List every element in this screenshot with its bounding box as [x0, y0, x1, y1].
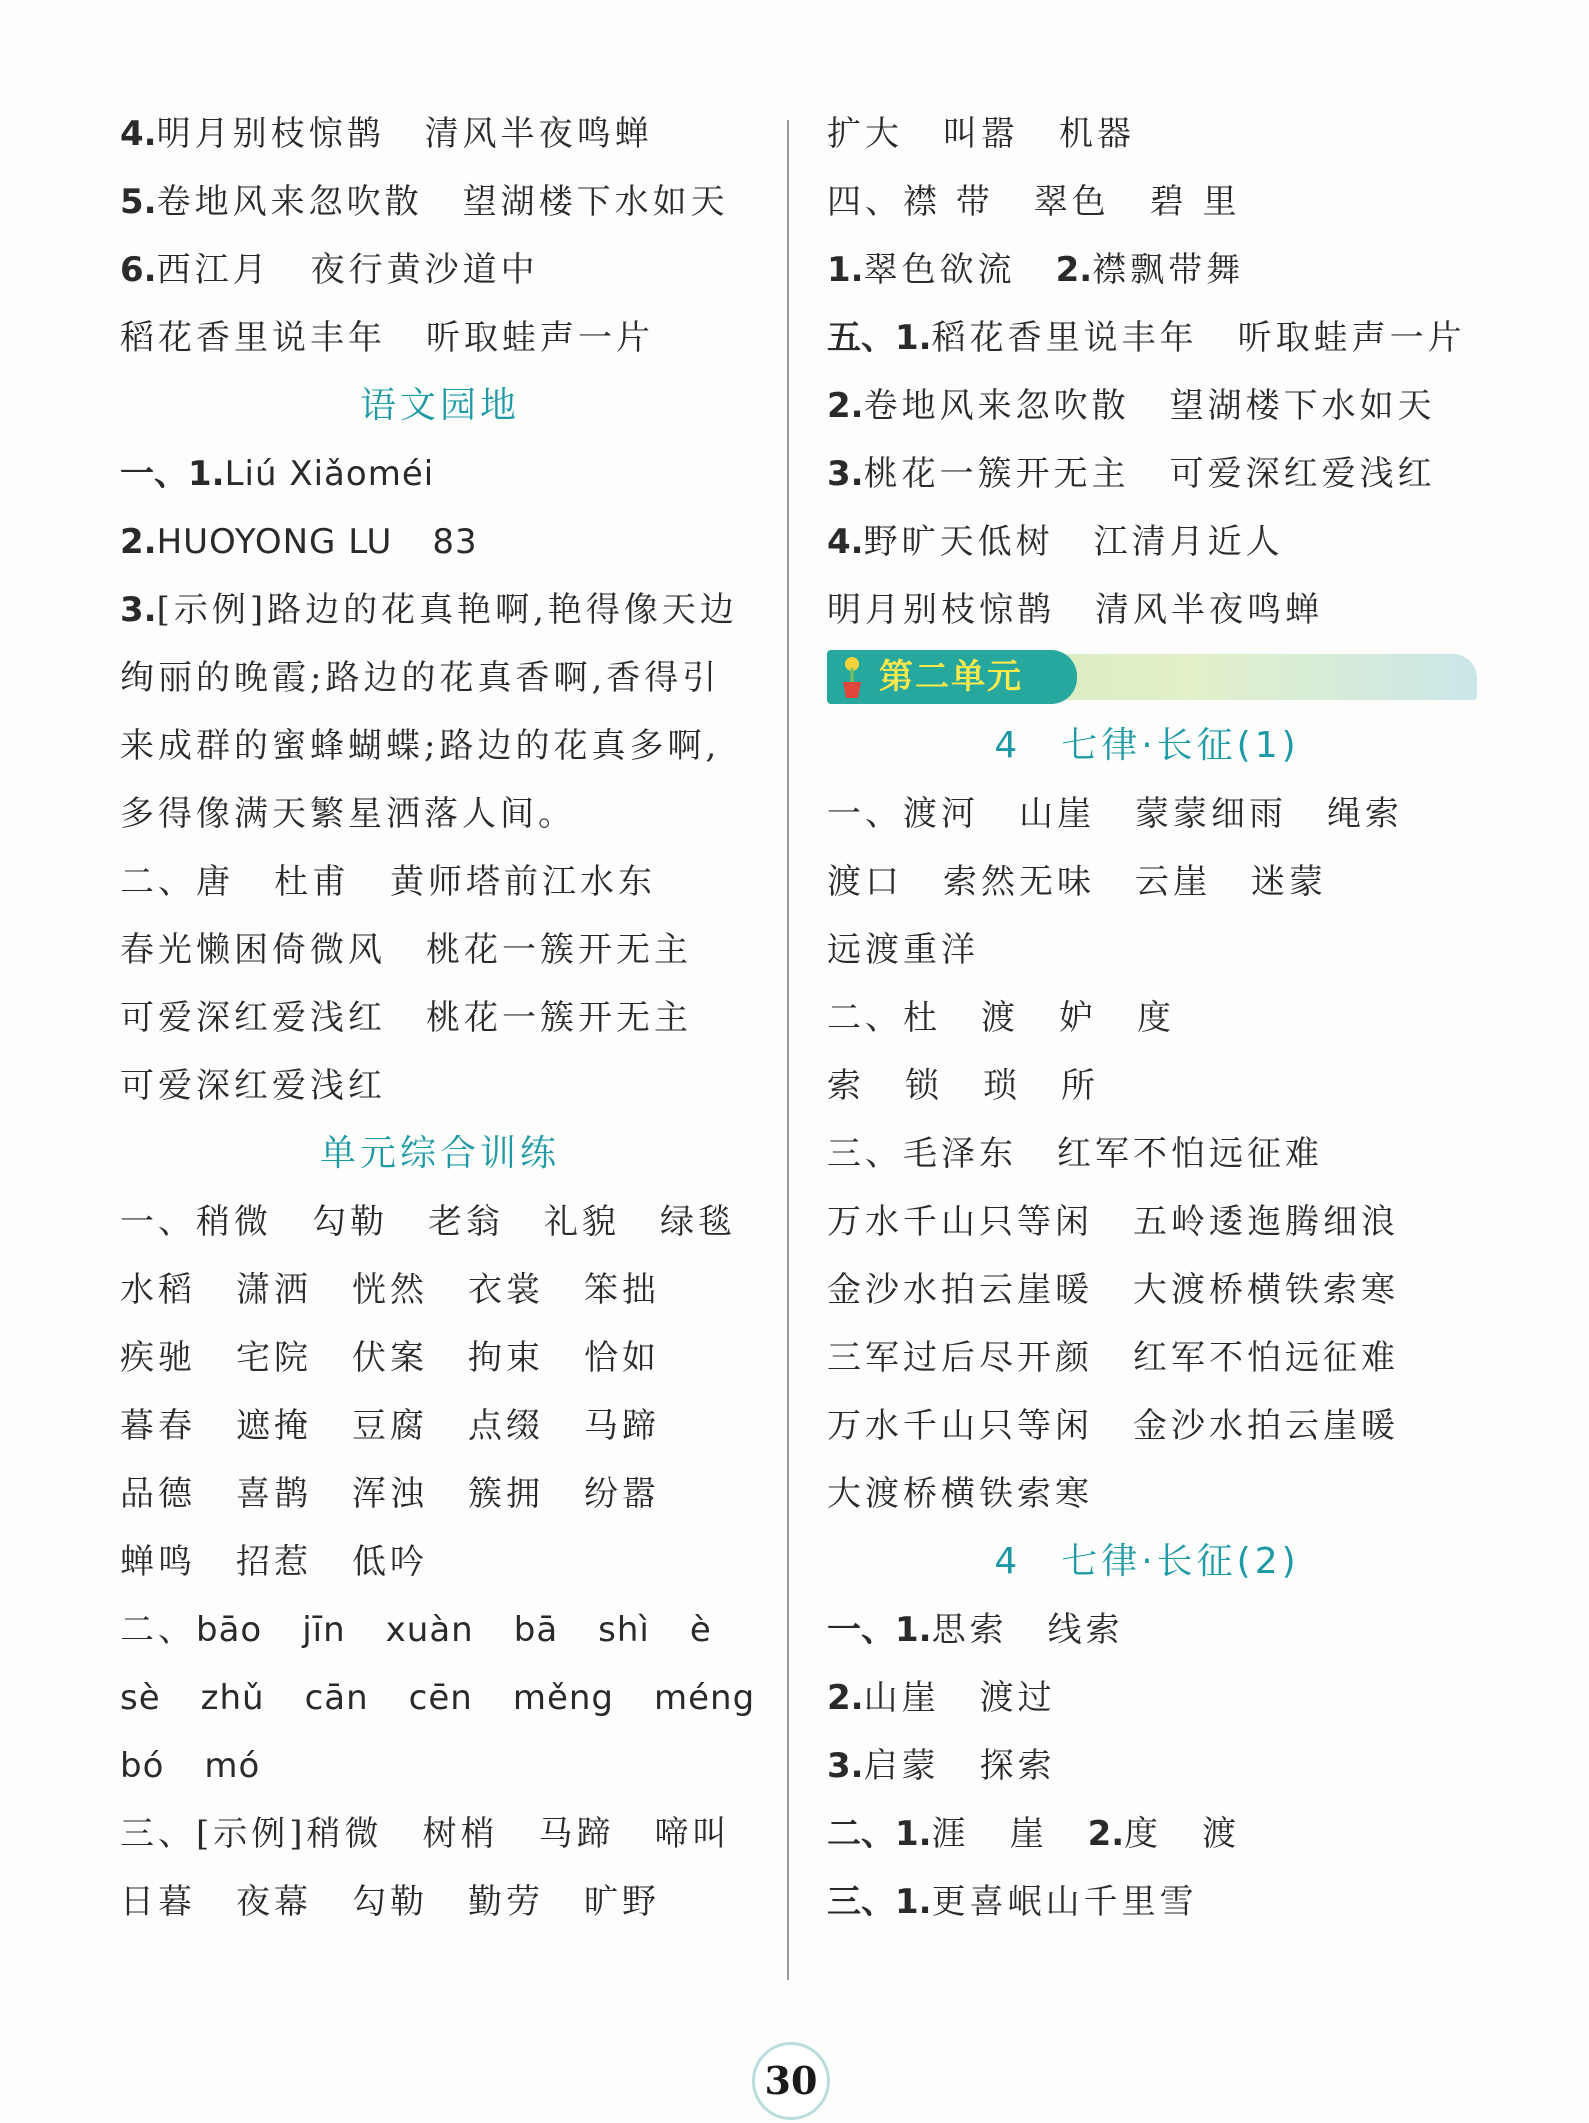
answer-line: 四、襟 带 翠色 碧 里: [827, 182, 1241, 222]
unit-title: 第二单元: [879, 657, 1023, 697]
answer-line: 二、杜 渡 妒 度: [827, 998, 1175, 1038]
answer-line: 绚丽的晚霞;路边的花真香啊,香得引: [120, 658, 721, 698]
answer-line: 二、唐 杜甫 黄师塔前江水东: [120, 862, 656, 902]
answer-line: 三、毛泽东 红军不怕远征难: [827, 1134, 1323, 1174]
answer-line: 五、1.稻花香里说丰年 听取蛙声一片: [827, 318, 1466, 358]
answer-line: bó mó: [120, 1746, 261, 1786]
answer-line: 一、稍微 勾勒 老翁 礼貌 绿毯: [120, 1202, 736, 1242]
answer-line: 稻花香里说丰年 听取蛙声一片: [120, 318, 654, 358]
answer-line: 多得像满天繁星洒落人间。: [120, 794, 576, 834]
answer-line: 索 锁 琐 所: [827, 1066, 1099, 1106]
answer-line: sè zhǔ cān cēn měng méng: [120, 1678, 756, 1718]
answer-line: 三、1.更喜岷山千里雪: [827, 1882, 1198, 1922]
answer-line: 4.明月别枝惊鹊 清风半夜鸣蝉: [120, 114, 653, 154]
answer-line: 一、1.Liú Xiǎoméi: [120, 454, 435, 494]
column-divider: [787, 120, 789, 1980]
answer-line: 3.桃花一簇开无主 可爱深红爱浅红: [827, 454, 1436, 494]
lesson-heading: 4 七律·长征(1): [994, 725, 1300, 766]
unit-banner: [827, 644, 1467, 712]
answer-line: 渡口 索然无味 云崖 迷蒙: [827, 862, 1327, 902]
answer-line: 可爱深红爱浅红: [120, 1066, 386, 1106]
answer-line: 二、bāo jīn xuàn bā shì è: [120, 1610, 712, 1650]
answer-line: 一、渡河 山崖 蒙蒙细雨 绳索: [827, 794, 1403, 834]
answer-line: 日暮 夜幕 勾勒 勤劳 旷野: [120, 1882, 660, 1922]
answer-line: 2.卷地风来忽吹散 望湖楼下水如天: [827, 386, 1436, 426]
right-column: [827, 100, 1467, 1936]
answer-line: 万水千山只等闲 金沙水拍云崖暖: [827, 1406, 1399, 1446]
answer-line: 3.[示例]路边的花真艳啊,艳得像天边: [120, 590, 738, 630]
answer-line: 来成群的蜜蜂蝴蝶;路边的花真多啊,: [120, 726, 721, 766]
plant-pot-icon: [835, 654, 869, 700]
answer-line: 2.HUOYONG LU 83: [120, 522, 478, 562]
answer-line: 暮春 遮掩 豆腐 点缀 马蹄: [120, 1406, 660, 1446]
page-number: 30: [752, 2042, 830, 2120]
answer-line: 蝉鸣 招惹 低吟: [120, 1542, 428, 1582]
answer-line: 明月别枝惊鹊 清风半夜鸣蝉: [827, 590, 1323, 630]
answer-line: 6.西江月 夜行黄沙道中: [120, 250, 539, 290]
answer-line: 二、1.涯 崖 2.度 渡: [827, 1814, 1241, 1854]
section-heading-yuwen-yuandi: 语文园地: [359, 385, 520, 426]
answer-line: 3.启蒙 探索: [827, 1746, 1056, 1786]
answer-line: 品德 喜鹊 浑浊 簇拥 纷嚣: [120, 1474, 660, 1514]
answer-line: 可爱深红爱浅红 桃花一簇开无主: [120, 998, 692, 1038]
answer-line: 三、[示例]稍微 树梢 马蹄 啼叫: [120, 1814, 731, 1854]
answer-line: 金沙水拍云崖暖 大渡桥横铁索寒: [827, 1270, 1399, 1310]
answer-line: 万水千山只等闲 五岭逶迤腾细浪: [827, 1202, 1399, 1242]
answer-line: 4.野旷天低树 江清月近人: [827, 522, 1284, 562]
answer-line: 春光懒困倚微风 桃花一簇开无主: [120, 930, 692, 970]
answer-line: 2.山崖 渡过: [827, 1678, 1056, 1718]
section-heading-unit-training: 单元综合训练: [319, 1133, 560, 1174]
answer-line: 扩大 叫嚣 机器: [827, 114, 1135, 154]
answer-line: 5.卷地风来忽吹散 望湖楼下水如天: [120, 182, 729, 222]
answer-line: 1.翠色欲流 2.襟飘带舞: [827, 250, 1245, 290]
lesson-heading: 4 七律·长征(2): [994, 1541, 1300, 1582]
answer-line: 三军过后尽开颜 红军不怕远征难: [827, 1338, 1399, 1378]
answer-line: 远渡重洋: [827, 930, 979, 970]
left-column: [120, 100, 760, 1936]
answer-line: 疾驰 宅院 伏案 拘束 恰如: [120, 1338, 660, 1378]
answer-line: 一、1.思索 线索: [827, 1610, 1124, 1650]
answer-line: 大渡桥横铁索寒: [827, 1474, 1093, 1514]
answer-line: 水稻 潇洒 恍然 衣裳 笨拙: [120, 1270, 660, 1310]
